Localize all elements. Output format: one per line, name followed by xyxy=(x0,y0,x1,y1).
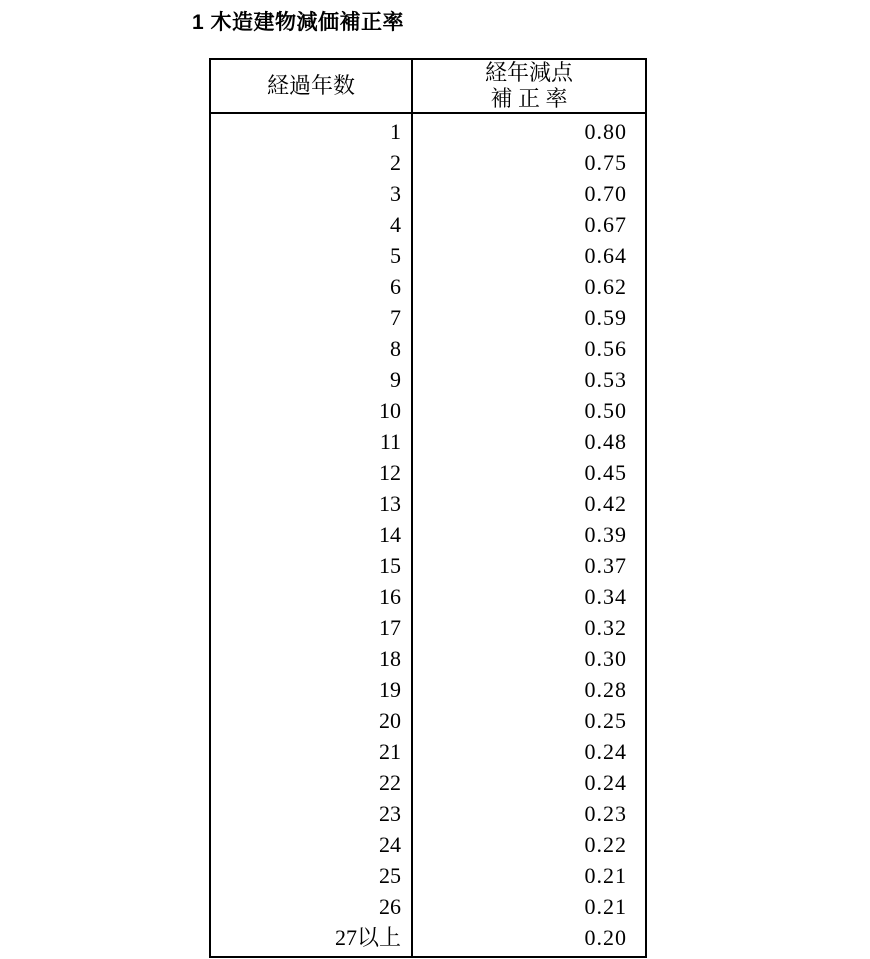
column-header-correction-rate-line-2: 補 正 率 xyxy=(490,85,568,111)
depreciation-table-container xyxy=(209,58,645,958)
cell-elapsed-years: 16 xyxy=(210,582,412,613)
depreciation-rate-table xyxy=(209,58,647,958)
cell-correction-rate: 0.30 xyxy=(584,646,627,672)
table-row xyxy=(210,148,646,179)
cell-elapsed-years: 5 xyxy=(210,241,412,272)
cell-correction-rate: 0.21 xyxy=(584,863,627,889)
table-row xyxy=(210,272,646,303)
cell-elapsed-years: 20 xyxy=(210,706,412,737)
cell-correction-rate: 0.42 xyxy=(584,491,627,517)
table-row xyxy=(210,427,646,458)
cell-correction-rate: 0.20 xyxy=(584,925,627,951)
table-body xyxy=(210,113,646,957)
table-row xyxy=(210,675,646,706)
cell-elapsed-years: 22 xyxy=(210,768,412,799)
cell-elapsed-years: 19 xyxy=(210,675,412,706)
cell-correction-rate: 0.28 xyxy=(584,677,627,703)
table-row xyxy=(210,768,646,799)
table-row xyxy=(210,613,646,644)
cell-correction-rate: 0.34 xyxy=(584,584,627,610)
table-row xyxy=(210,706,646,737)
cell-elapsed-years: 8 xyxy=(210,334,412,365)
table-row xyxy=(210,861,646,892)
column-header-correction-rate-line-1: 経年減点 xyxy=(484,60,573,85)
cell-correction-rate: 0.80 xyxy=(584,119,627,145)
table-row xyxy=(210,520,646,551)
table-row xyxy=(210,334,646,365)
table-row xyxy=(210,892,646,923)
table-row xyxy=(210,737,646,768)
cell-elapsed-years: 11 xyxy=(210,427,412,458)
cell-correction-rate: 0.39 xyxy=(584,522,627,548)
cell-correction-rate: 0.21 xyxy=(584,894,627,920)
cell-correction-rate: 0.22 xyxy=(584,832,627,858)
cell-elapsed-years: 27以上 xyxy=(210,923,412,957)
table-header-row xyxy=(210,59,646,113)
cell-elapsed-years: 13 xyxy=(210,489,412,520)
cell-elapsed-years: 21 xyxy=(210,737,412,768)
cell-correction-rate: 0.53 xyxy=(584,367,627,393)
table-row xyxy=(210,303,646,334)
cell-correction-rate: 0.59 xyxy=(584,305,627,331)
cell-correction-rate: 0.24 xyxy=(584,770,627,796)
table-row xyxy=(210,241,646,272)
cell-correction-rate: 0.75 xyxy=(584,150,627,176)
table-row xyxy=(210,179,646,210)
column-header-elapsed-years xyxy=(210,59,412,113)
cell-elapsed-years: 4 xyxy=(210,210,412,241)
cell-elapsed-years: 7 xyxy=(210,303,412,334)
cell-elapsed-years: 15 xyxy=(210,551,412,582)
cell-elapsed-years: 25 xyxy=(210,861,412,892)
cell-correction-rate: 0.25 xyxy=(584,708,627,734)
cell-correction-rate: 0.56 xyxy=(584,336,627,362)
cell-correction-rate: 0.62 xyxy=(584,274,627,300)
table-header xyxy=(210,59,646,113)
cell-elapsed-years: 24 xyxy=(210,830,412,861)
column-header-correction-rate xyxy=(412,59,646,113)
cell-correction-rate: 0.32 xyxy=(584,615,627,641)
table-row xyxy=(210,458,646,489)
cell-elapsed-years: 26 xyxy=(210,892,412,923)
table-row xyxy=(210,396,646,427)
table-row xyxy=(210,799,646,830)
table-row xyxy=(210,582,646,613)
table-row xyxy=(210,923,646,957)
cell-correction-rate: 0.70 xyxy=(584,181,627,207)
cell-correction-rate: 0.37 xyxy=(584,553,627,579)
cell-elapsed-years: 6 xyxy=(210,272,412,303)
cell-correction-rate: 0.24 xyxy=(584,739,627,765)
table-row xyxy=(210,551,646,582)
table-row xyxy=(210,365,646,396)
cell-correction-rate: 0.45 xyxy=(584,460,627,486)
cell-elapsed-years: 17 xyxy=(210,613,412,644)
table-row xyxy=(210,644,646,675)
cell-elapsed-years: 2 xyxy=(210,148,412,179)
cell-elapsed-years: 12 xyxy=(210,458,412,489)
cell-correction-rate: 0.48 xyxy=(584,429,627,455)
table-row xyxy=(210,489,646,520)
cell-correction-rate: 0.64 xyxy=(584,243,627,269)
cell-correction-rate: 0.23 xyxy=(584,801,627,827)
cell-elapsed-years: 10 xyxy=(210,396,412,427)
column-header-elapsed-years-line-1: 経過年数 xyxy=(266,72,355,98)
cell-correction-rate: 0.50 xyxy=(584,398,627,424)
table-row xyxy=(210,830,646,861)
cell-elapsed-years: 14 xyxy=(210,520,412,551)
cell-elapsed-years: 23 xyxy=(210,799,412,830)
cell-elapsed-years: 9 xyxy=(210,365,412,396)
cell-elapsed-years: 1 xyxy=(210,113,412,148)
table-row xyxy=(210,113,646,148)
cell-correction-rate: 0.67 xyxy=(584,212,627,238)
cell-elapsed-years: 3 xyxy=(210,179,412,210)
table-row xyxy=(210,210,646,241)
cell-elapsed-years: 18 xyxy=(210,644,412,675)
page-title: 1 木造建物減価補正率 xyxy=(192,11,405,34)
